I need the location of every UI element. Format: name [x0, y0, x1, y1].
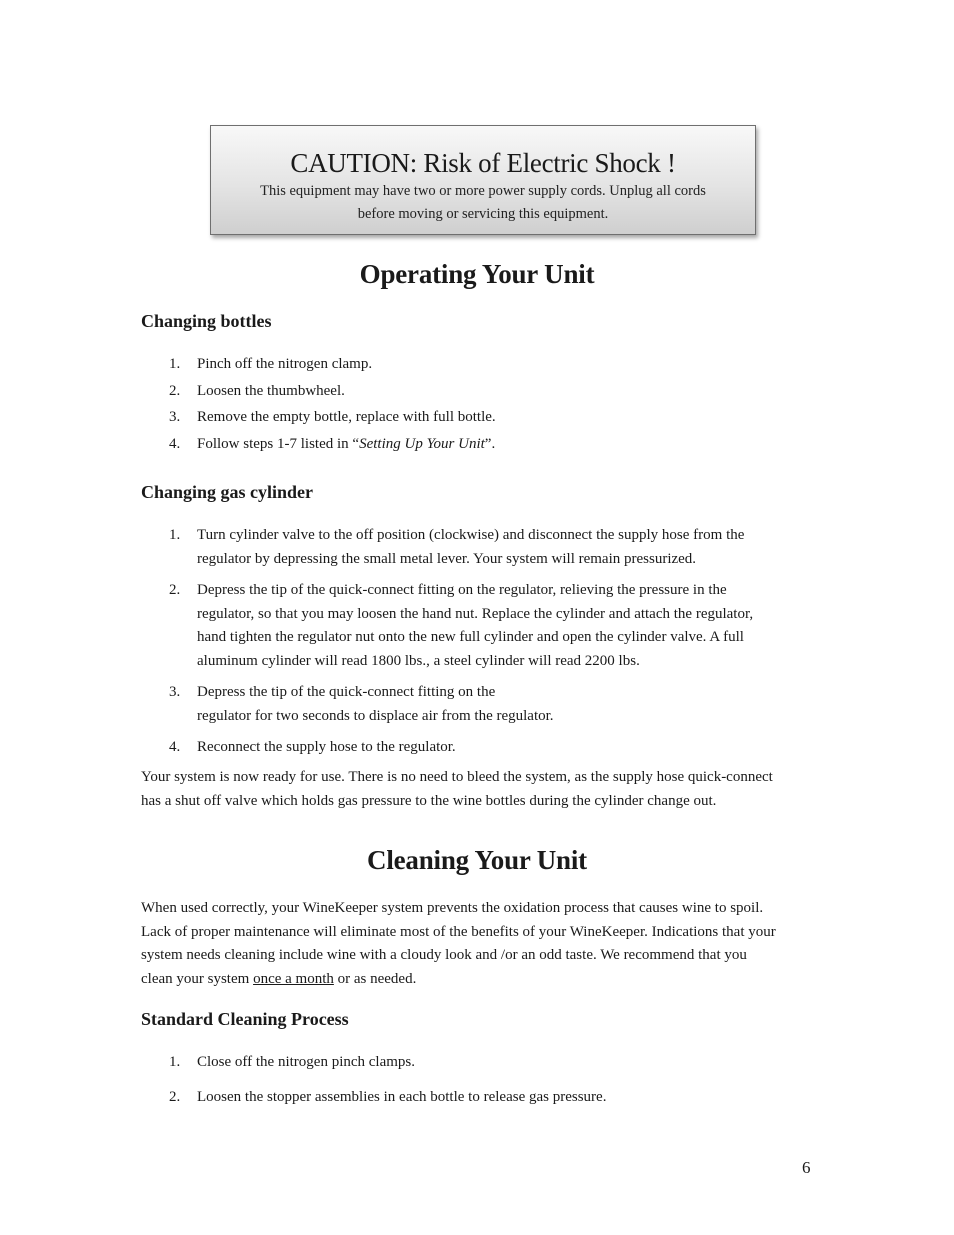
caution-line-1: This equipment may have two or more power supply cords. Unplug all cords: [260, 183, 706, 199]
paragraph-text: or as needed.: [333, 970, 417, 987]
list-line: Depress the tip of the quick-connect fitting on the: [197, 684, 496, 700]
list-number: 3.: [169, 409, 181, 425]
list-line: Depress the tip of the quick-connect fitting on the regulator, relieving the pressure in the: [197, 582, 727, 598]
paragraph-line: system needs cleaning include wine with a cloudy look and /or an odd taste. We recommend that you: [141, 947, 747, 963]
list-number: 1.: [169, 527, 181, 543]
changing-bottles-list: [141, 353, 821, 456]
list-text: ”.: [484, 435, 496, 452]
paragraph-line: Lack of proper maintenance will eliminate most of the benefits of your WineKeeper. Indications that your: [141, 923, 776, 940]
list-number: 1.: [169, 1054, 181, 1070]
list-item: [141, 524, 821, 571]
changing-gas-list: [141, 524, 821, 760]
standard-cleaning-heading: Standard Cleaning Process: [141, 1009, 349, 1029]
list-line: aluminum cylinder will read 1800 lbs., a steel cylinder will read 2200 lbs.: [197, 652, 640, 669]
list-line: regulator by depressing the small metal lever. Your system will remain pressurized.: [197, 550, 697, 567]
list-item: [141, 433, 821, 457]
changing-bottles-heading: Changing bottles: [141, 311, 272, 331]
list-line: Turn cylinder valve to the off position (clockwise) and disconnect the supply hose from the: [197, 527, 745, 543]
list-item: [141, 736, 821, 760]
list-number: 1.: [169, 356, 181, 372]
paragraph-text: clean your system: [141, 970, 254, 987]
list-line: regulator for two seconds to displace air from the regulator.: [197, 707, 554, 724]
paragraph-line: has a shut off valve which holds gas pressure to the wine bottles during the cylinder change out.: [141, 792, 717, 809]
list-number: 2.: [169, 1088, 181, 1105]
cleaning-title: Cleaning Your Unit: [367, 845, 587, 875]
page-number: 6: [802, 1158, 811, 1177]
cleaning-intro-paragraph: [141, 897, 821, 991]
list-text: Remove the empty bottle, replace with full bottle.: [197, 409, 496, 425]
caution-box: [210, 125, 756, 235]
list-number: 4.: [169, 739, 181, 755]
paragraph-line: Your system is now ready for use. There is no need to bleed the system, as the supply hose quick-connect: [141, 769, 773, 785]
list-line: Reconnect the supply hose to the regulator.: [197, 739, 456, 755]
once-a-month-emphasis: once a month: [253, 970, 334, 987]
list-text: Pinch off the nitrogen clamp.: [197, 356, 373, 372]
changing-gas-heading: Changing gas cylinder: [141, 482, 314, 502]
list-line: hand tighten the regulator nut onto the new full cylinder and open the cylinder valve. A full: [197, 629, 744, 645]
operating-title: Operating Your Unit: [359, 259, 595, 289]
paragraph-line: [141, 968, 821, 992]
caution-line-2: before moving or servicing this equipment.: [357, 206, 609, 222]
list-text-italic: Setting Up Your Unit: [359, 435, 485, 452]
standard-cleaning-list: [141, 1051, 821, 1109]
list-item: [141, 380, 821, 404]
caution-text: [233, 180, 733, 226]
list-text: Loosen the stopper assemblies in each bottle to release gas pressure.: [197, 1088, 607, 1105]
caution-title: CAUTION: Risk of Electric Shock !: [290, 148, 676, 178]
list-item: [141, 579, 821, 673]
list-item: [141, 1086, 821, 1110]
list-line: regulator, so that you may loosen the hand nut. Replace the cylinder and attach the regulator,: [197, 605, 754, 622]
list-number: 2.: [169, 582, 181, 598]
paragraph-line: When used correctly, your WineKeeper system prevents the oxidation process that causes wine to spoil.: [141, 900, 764, 916]
list-number: 4.: [169, 435, 181, 452]
list-text: Loosen the thumbwheel.: [197, 382, 345, 399]
list-item: [141, 406, 821, 430]
list-item: [141, 681, 821, 728]
list-item: [141, 1051, 821, 1075]
list-number: 3.: [169, 684, 181, 700]
list-text: Follow steps 1-7 listed in “: [197, 435, 360, 452]
list-text: Close off the nitrogen pinch clamps.: [197, 1054, 416, 1070]
list-number: 2.: [169, 382, 181, 399]
gas-summary-paragraph: [141, 766, 821, 813]
list-item: [141, 353, 821, 377]
